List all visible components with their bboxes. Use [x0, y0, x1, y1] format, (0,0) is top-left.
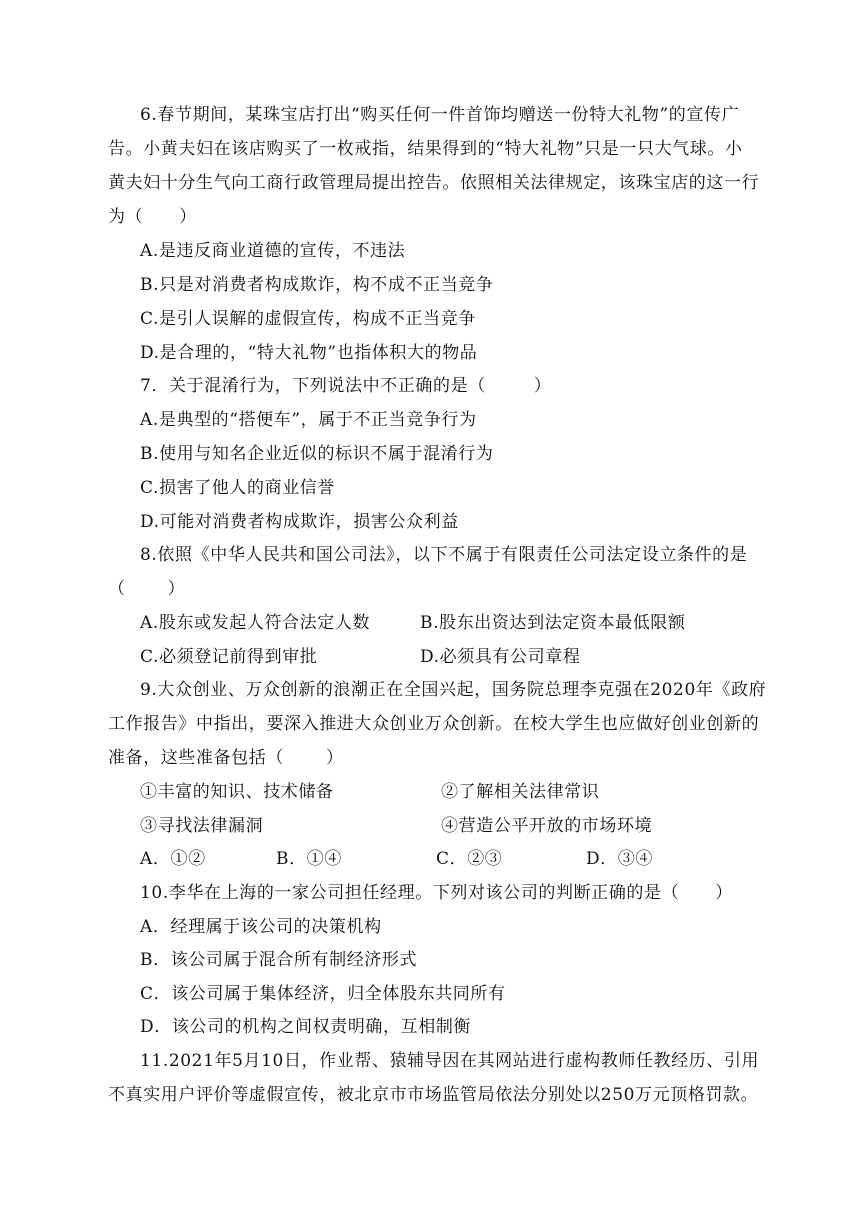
- q9-option-a: A．①②: [140, 849, 206, 869]
- q7-stem-line-1: 7．关于混淆行为，下列说法中不正确的是（ ）: [140, 376, 552, 396]
- q9-item-1: ①丰富的知识、技术储备: [140, 782, 334, 802]
- q6-stem-line-3: 黄夫妇十分生气向工商行政管理局提出控告。依照相关法律规定，该珠宝店的这一行: [108, 173, 760, 193]
- q9-item-4: ④营造公平开放的市场环境: [441, 816, 653, 836]
- q11-stem-line-2: 不真实用户评价等虚假宣传，被北京市市场监管局依法分别处以250万元顶格罚款。: [108, 1085, 759, 1105]
- q9-option-b: B．①④: [276, 849, 342, 869]
- q9-stem-line-3: 准备，这些准备包括（ ）: [108, 748, 344, 768]
- q6-stem-line-2: 告。小黄夫妇在该店购买了一枚戒指，结果得到的“特大礼物”只是一只大气球。小: [108, 139, 743, 159]
- q9-item-2: ②了解相关法律常识: [441, 782, 600, 802]
- q7-option-a: A.是典型的“搭便车”，属于不正当竞争行为: [140, 410, 477, 430]
- q8-stem-line-2: （ ）: [108, 579, 186, 599]
- q9-item-3: ③寻找法律漏洞: [140, 816, 264, 836]
- q7-option-c: C.损害了他人的商业信誉: [140, 478, 336, 498]
- q7-option-b: B.使用与知名企业近似的标识不属于混淆行为: [140, 444, 494, 464]
- q11-stem-line-1: 11.2021年5月10日，作业帮、猿辅导因在其网站进行虚构教师任教经历、引用: [140, 1051, 760, 1071]
- q10-option-d: D．该公司的机构之间权责明确，互相制衡: [140, 1017, 472, 1037]
- q9-stem-line-2: 工作报告》中指出，要深入推进大众创业万众创新。在校大学生也应做好创业创新的: [108, 714, 760, 734]
- q10-option-b: B．该公司属于混合所有制经济形式: [140, 950, 418, 970]
- q8-option-d: D.必须具有公司章程: [420, 647, 581, 667]
- q6-stem-line-1: 6.春节期间，某珠宝店打出“购买任何一件首饰均赠送一份特大礼物”的宣传广: [140, 105, 740, 125]
- q9-option-c: C．②③: [436, 849, 503, 869]
- q6-option-a: A.是违反商业道德的宣传，不违法: [140, 241, 406, 261]
- q6-option-b: B.只是对消费者构成欺诈，构不成不正当竞争: [140, 275, 494, 295]
- q8-stem-line-1: 8.依照《中华人民共和国公司法》，以下不属于有限责任公司法定设立条件的是: [140, 545, 748, 565]
- q6-option-c: C.是引人误解的虚假宣传，构成不正当竞争: [140, 309, 476, 329]
- q9-stem-line-1: 9.大众创业、万众创新的浪潮正在全国兴起，国务院总理李克强在2020年《政府: [140, 680, 767, 700]
- q8-option-c: C.必须登记前得到审批: [140, 647, 318, 667]
- q10-option-c: C．该公司属于集体经济，归全体股东共同所有: [140, 984, 506, 1004]
- q8-option-b: B.股东出资达到法定资本最低限额: [420, 613, 686, 633]
- q6-stem-line-4: 为（ ）: [108, 207, 197, 227]
- q7-option-d: D.可能对消费者构成欺诈，损害公众利益: [140, 512, 459, 532]
- q10-option-a: A．经理属于该公司的决策机构: [140, 917, 382, 937]
- q6-option-d: D.是合理的，“特大礼物”也指体积大的物品: [140, 343, 478, 363]
- q9-option-d: D．③④: [586, 849, 654, 869]
- q10-stem-line-1: 10.李华在上海的一家公司担任经理。下列对该公司的判断正确的是（ ）: [140, 883, 733, 903]
- q8-option-a: A.股东或发起人符合法定人数: [140, 613, 371, 633]
